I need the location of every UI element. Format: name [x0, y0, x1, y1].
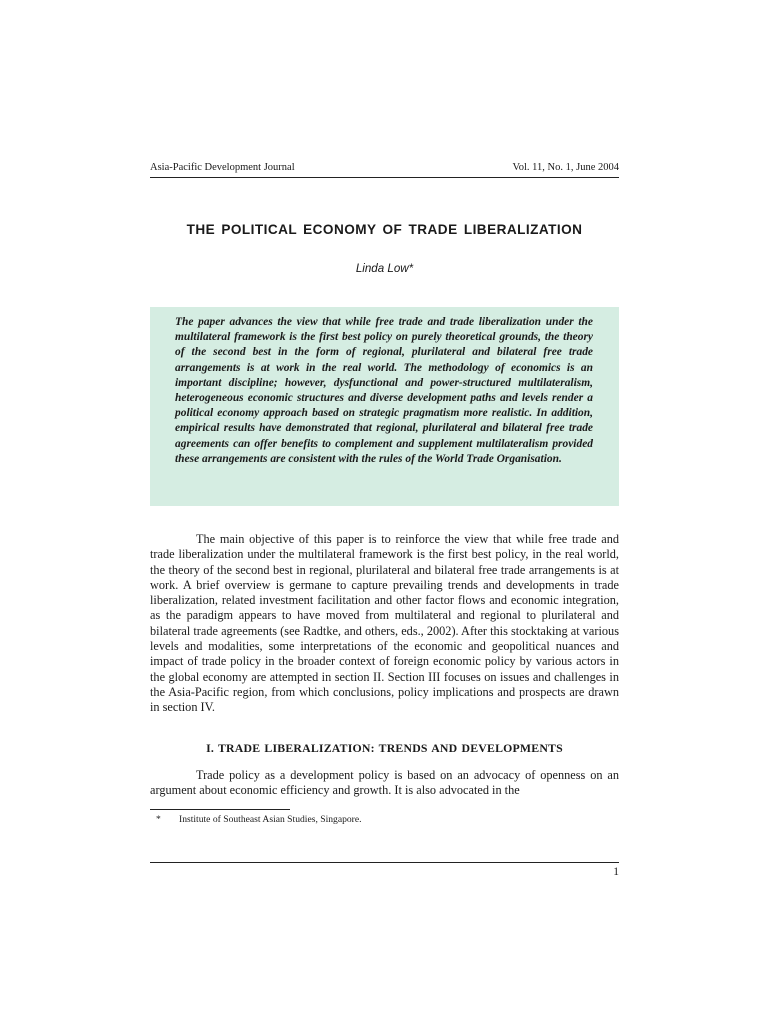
body-paragraph-1-text: The main objective of this paper is to reinforce the view that while free trade and trade liberalization under the multilateral framework is the first best policy, in the real world, the theory of the second best in regional, plurilateral and bilateral free trade arrangements is at work. A brief overview is germane to capture prevailing trends and developments in trade liberalization, related investment facilitation and other factor flows and economic integration, as the paradigm appears to have moved from multilateral and regional to plurilateral and bilateral trade agreements (see Radtke, and others, eds., 2002). After this stocktaking at various levels and modalities, some interpretations of the economic and geopolitical nuances and impact of trade policy in the broader context of foreign economic policy by various actors in the global economy are attempted in section II. Section III focuses on issues and challenges in the Asia-Pacific region, from which conclusions, policy implications and prospects are drawn in section IV. — [150, 532, 619, 715]
footer-divider — [150, 862, 619, 863]
page-number: 1 — [613, 866, 619, 878]
running-header — [150, 160, 619, 178]
body-paragraph-2 — [150, 768, 619, 799]
body-paragraph-2-text: Trade policy as a development policy is based on an advocacy of openness on an argument about economic efficiency and growth. It is also advocated in the — [150, 768, 619, 798]
footnote-divider — [150, 809, 290, 810]
abstract-box — [150, 307, 619, 506]
article-title: THE POLITICAL ECONOMY OF TRADE LIBERALIZATION — [186, 222, 583, 237]
journal-name: Asia-Pacific Development Journal — [150, 162, 295, 173]
author-name: Linda Low* — [355, 262, 414, 275]
footnote-text: Institute of Southeast Asian Studies, Singapore. — [179, 814, 362, 825]
footnote-mark: * — [156, 814, 161, 825]
body-paragraph-1 — [150, 532, 619, 716]
abstract-text: The paper advances the view that while free trade and trade liberalization under the multilateral framework is the first best policy on purely theoretical grounds, the theory of the second best in the form of regional, plurilateral and bilateral free trade arrangements is at work in the real world. The methodology of economics is an important discipline; however, dysfunctional and power-structured multilateralism, heterogeneous economic structures and diverse development paths and levels render a political economy approach based on strategic pragmatism more realistic. In addition, empirical results have demonstrated that regional, plurilateral and bilateral free trade agreements can offer benefits to complement and supplement multilateralism provided these arrangements are consistent with the rules of the World Trade Organisation. — [175, 316, 593, 465]
issue-info: Vol. 11, No. 1, June 2004 — [512, 162, 619, 173]
section-heading: I. TRADE LIBERALIZATION: TRENDS AND DEVELOPMENTS — [206, 741, 563, 755]
